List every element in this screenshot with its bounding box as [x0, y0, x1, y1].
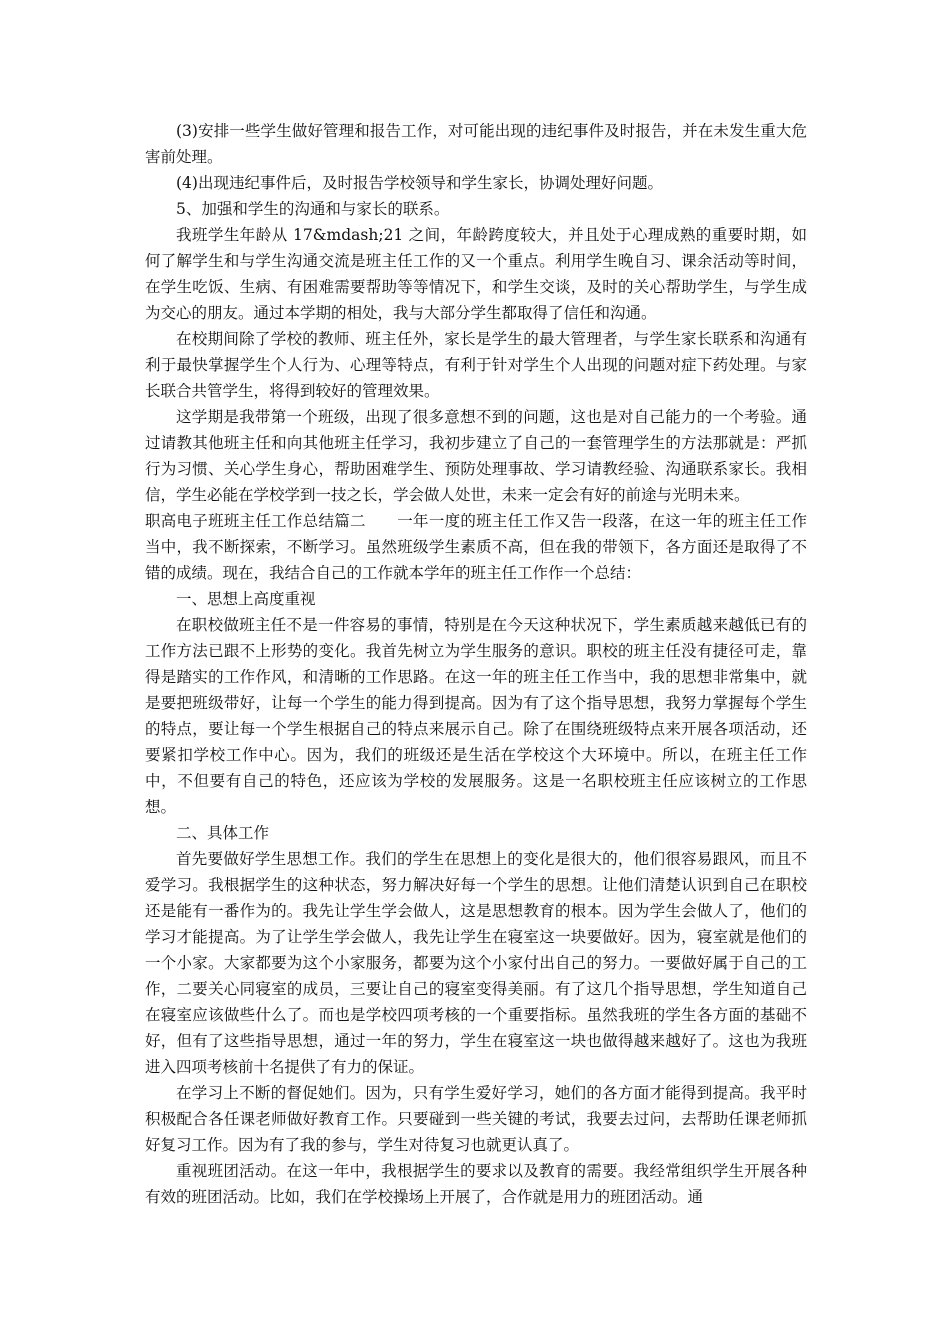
- paragraph-semester-reflection: 这学期是我带第一个班级，出现了很多意想不到的问题，这也是对自己能力的一个考验。通过请教其他班主任和向其他班主任学习，我初步建立了自己的一套管理学生的方法那就是：严抓行为习惯、关心学生身心，帮助困难学生、预防处理事故、学习请教经验、沟通联系家长。我相信，学生必能在学校学到一技之长，学会做人处世，未来一定会有好的前途与光明未来。: [145, 408, 807, 504]
- section-heading-communication: 5、加强和学生的沟通和与家长的联系。: [176, 200, 450, 218]
- section-heading-thought: 一、思想上高度重视: [176, 590, 316, 608]
- paragraph-student-communication: 我班学生年龄从 17&mdash;21 之间，年龄跨度较大，并且处于心理成熟的重要时期，如何了解学生和与学生沟通交流是班主任工作的又一个重点。利用学生晚自习、课余活动等时间，在学生吃饭、生病、有困难需要帮助等等情况下，和学生交谈，及时的关心帮助学生，与学生成为交心的朋友。通过本学期的相处，我与大部分学生都取得了信任和沟通。: [145, 226, 807, 322]
- paragraph-item-3: (3)安排一些学生做好管理和报告工作，对可能出现的违纪事件及时报告，并在未发生重大危害前处理。: [145, 122, 807, 166]
- paragraph-parent-contact: 在校期间除了学校的教师、班主任外，家长是学生的最大管理者，与学生家长联系和沟通有利于最快掌握学生个人行为、心理等特点，有利于针对学生个人出现的问题对症下药处理。与家长联合共管学生，将得到较好的管理效果。: [145, 330, 807, 400]
- section-heading-specific-work: 二、具体工作: [176, 824, 270, 842]
- paragraph-ideological-work: 首先要做好学生思想工作。我们的学生在思想上的变化是很大的，他们很容易跟风，而且不爱学习。我根据学生的这种状态，努力解决好每一个学生的思想。让他们清楚认识到自己在职校还是能有一番作为的。我先让学生学会做人，这是思想教育的根本。因为学生会做人了，他们的学习才能提高。为了让学生学会做人，我先让学生在寝室这一块要做好。因为，寝室就是他们的一个小家。大家都要为这个小家服务，都要为这个小家付出自己的努力。一要做好属于自己的工作，二要关心同寝室的成员，三要让自己的寝室变得美丽。有了这几个指导思想，学生知道自己在寝室应该做些什么了。而也是学校四项考核的一个重要指标。虽然我班的学生各方面的基础不好，但有了这些指导思想，通过一年的努力，学生在寝室这一块也做得越来越好了。这也为我班进入四项考核前十名提供了有力的保证。: [145, 850, 807, 1076]
- paragraph-class-activities: 重视班团活动。在这一年中，我根据学生的要求以及教育的需要。我经常组织学生开展各种有效的班团活动。比如，我们在学校操场上开展了，合作就是用力的班团活动。通: [145, 1162, 807, 1206]
- article-title-part-two: 职高电子班班主任工作总结篇二 一年一度的班主任工作又告一段落，在这一年的班主任工作当中，我不断探索，不断学习。虽然班级学生素质不高，但在我的带领下，各方面还是取得了不错的成绩。现在，我结合自己的工作就本学年的班主任工作作一个总结：: [145, 512, 807, 582]
- paragraph-study-supervision: 在学习上不断的督促她们。因为，只有学生爱好学习，她们的各方面才能得到提高。我平时积极配合各任课老师做好教育工作。只要碰到一些关键的考试，我要去过问，去帮助任课老师抓好复习工作。因为有了我的参与，学生对待复习也就更认真了。: [145, 1084, 807, 1154]
- paragraph-item-4: (4)出现违纪事件后，及时报告学校领导和学生家长，协调处理好问题。: [176, 174, 663, 192]
- paragraph-thought-importance: 在职校做班主任不是一件容易的事情，特别是在今天这种状况下，学生素质越来越低已有的工作方法已跟不上形势的变化。我首先树立为学生服务的意识。职校的班主任没有捷径可走，靠得是踏实的工作作风，和清晰的工作思路。在这一年的班主任工作当中，我的思想非常集中，就是要把班级带好，让每一个学生的能力得到提高。因为有了这个指导思想，我努力掌握每个学生的特点，要让每一个学生根据自己的特点来展示自己。除了在围绕班级特点来开展各项活动，还要紧扣学校工作中心。因为，我们的班级还是生活在学校这个大环境中。所以，在班主任工作中，不但要有自己的特色，还应该为学校的发展服务。这是一名职校班主任应该树立的工作思想。: [145, 616, 807, 816]
- document-page: [145, 118, 807, 1210]
